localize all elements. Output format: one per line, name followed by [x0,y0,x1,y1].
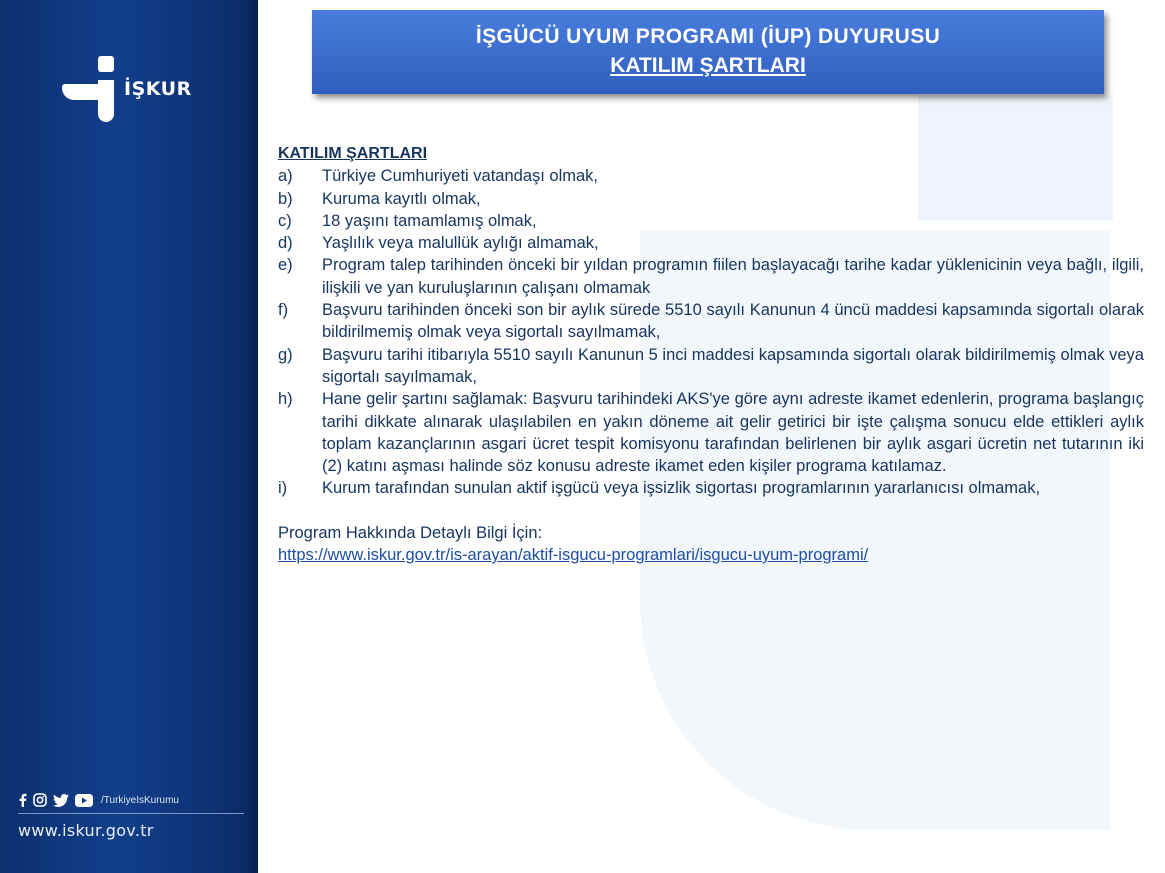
list-item-text: Yaşlılık veya malullük aylığı almamak, [322,234,599,253]
list-marker: g) [278,345,293,364]
list-item-text: Türkiye Cumhuriyeti vatandaşı olmak, [322,167,599,186]
list-marker: i) [278,479,288,498]
list-item [278,388,1144,477]
announcement-banner [312,10,1104,94]
list-marker: a) [278,167,293,186]
sidebar [0,0,258,873]
list-item [278,254,1144,299]
list-marker: c) [278,211,292,230]
social-handle: /TurkiyeIsKurumu [101,794,179,806]
instagram-icon[interactable] [33,793,47,807]
list-marker: e) [278,256,293,275]
list-item [278,477,1144,499]
list-item-text: Başvuru tarihinden önceki son bir aylık sürede 5510 sayılı Kanunun 4 üncü maddesi kapsamında sigortalı olarak bildirilmemiş olmak veya sigortalı sayılmamak, [322,301,1144,342]
social-links [18,793,179,807]
list-item-text: 18 yaşını tamamlamış olmak, [322,211,537,230]
list-item-text: Başvuru tarihi itibarıyla 5510 sayılı Kanunun 5 inci maddesi kapsamında sigortalı olarak bildirilmemiş olmak veya sigortalı sayılmamak, [322,345,1144,386]
list-item-text: Kurum tarafından sunulan aktif işgücü veya işsizlik sigortası programlarının yararlanıcısı olmamak, [322,479,1041,498]
list-item [278,232,1144,254]
iskur-logo[interactable] [62,52,242,122]
info-label: Program Hakkında Detaylı Bilgi İçin: [278,523,543,542]
list-item [278,299,1144,344]
facebook-icon[interactable] [18,793,27,807]
list-marker: h) [278,390,293,409]
logo-text: İŞKUR [124,78,192,100]
banner-subtitle: KATILIM ŞARTLARI [610,54,806,77]
logo-mark-bar [62,84,102,100]
requirements-heading: KATILIM ŞARTLARI [278,145,428,162]
requirements-section [278,143,1144,566]
list-marker: f) [278,301,289,320]
list-item [278,165,1144,187]
list-item-text: Kuruma kayıtlı olmak, [322,189,481,208]
logo-mark-stem [98,80,114,122]
youtube-icon[interactable] [75,794,93,807]
list-marker: b) [278,189,293,208]
sidebar-divider [18,813,244,814]
twitter-icon[interactable] [53,794,69,807]
program-info-link[interactable]: https://www.iskur.gov.tr/is-arayan/aktif-isgucu-programlari/isgucu-uyum-programi/ [278,546,869,565]
list-item [278,344,1144,389]
list-item-text: Hane gelir şartını sağlamak: Başvuru tarihindeki AKS'ye göre aynı adreste ikamet edenlerin, programa başlangıç tarihi dikkate alınarak ulaşılabilen en yakın döneme ait gelir getirici bir işte çalışma sonucu elde ettikleri aylık toplam kazançlarının asgari ücret tespit komisyonu tarafından belirlenen bir aylık asgari ücretin net tutarının iki (2) katını aşması halinde söz konusu adreste ikamet eden kişiler programa katılamaz. [322,390,1144,476]
website-link[interactable]: www.iskur.gov.tr [18,821,154,840]
requirements-list [278,165,1144,499]
list-item [278,188,1144,210]
list-item [278,210,1144,232]
list-marker: d) [278,234,293,253]
banner-title: İŞGÜCÜ UYUM PROGRAMI (İUP) DUYURUSU [475,25,941,48]
list-item-text: Program talep tarihinden önceki bir yıldan programın fiilen başlayacağı tarihe kadar yüklenicinin veya bağlı, ilgili, ilişkili ve yan kuruluşlarının çalışanı olmamak [322,256,1144,297]
logo-mark-dot [98,56,114,72]
